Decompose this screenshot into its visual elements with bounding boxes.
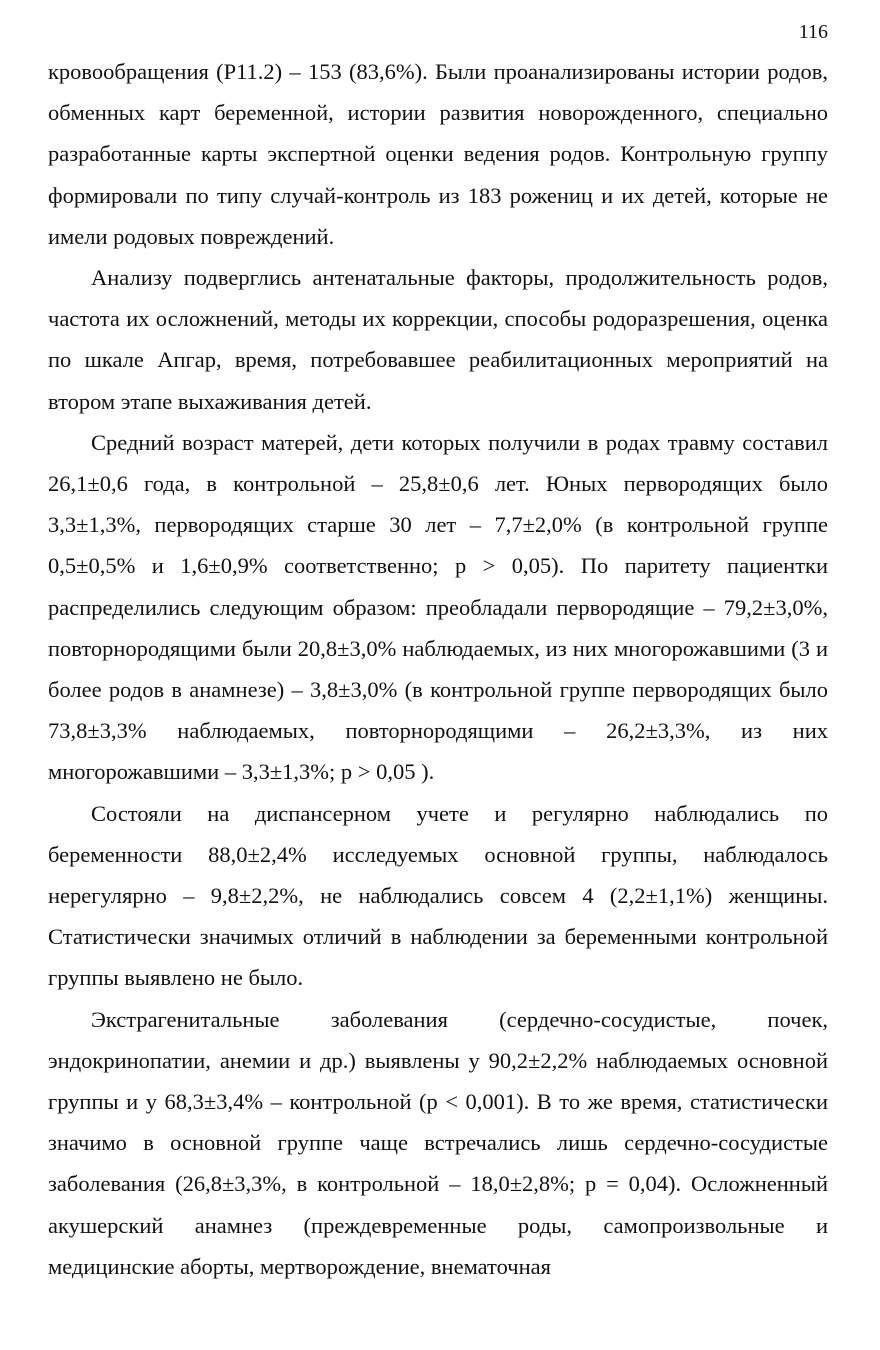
paragraph-2: Анализу подверглись антенатальные факторы, продолжительность родов, частота их осложнений, методы их коррекции, способы родоразрешения, оценка по шкале Апгар, время, потребовавшее реабилитационных мероприятий на втором этапе выхаживания детей.: [48, 265, 828, 414]
paragraph-5: Экстрагенитальные заболевания (сердечно-сосудистые, почек, эндокринопатии, анемии и др.) выявлены у 90,2±2,2% наблюдаемых основной группы и у 68,3±3,4% – контрольной (р < 0,001). В то же время, статистически значимо в основной группе чаще встречались лишь сердечно-сосудистые заболевания (26,8±3,3%, в контрольной – 18,0±2,8%; р = 0,04). Осложненный акушерский анамнез (преждевременные роды, самопроизвольные и медицинские аборты, мертворождение, внематочная: [48, 1006, 828, 1279]
paragraph-3: Средний возраст матерей, дети которых получили в родах травму составил 26,1±0,6 года, в контрольной – 25,8±0,6 лет. Юных первородящих было 3,3±1,3%, первородящих старше 30 лет – 7,7±2,0% (в контрольной группе 0,5±0,5% и 1,6±0,9% соответственно; р > 0,05). По паритету пациентки распределились следующим образом: преобладали первородящие – 79,2±3,0%, повторнородящими были 20,8±3,0% наблюдаемых, из них многорожавшими (3 и более родов в анамнезе) – 3,8±3,0% (в контрольной группе первородящих было 73,8±3,3% наблюдаемых, повторнородящими – 26,2±3,3%, из них многорожавшими – 3,3±1,3%; р > 0,05 ).: [48, 429, 828, 785]
paragraph-1: кровообращения (Р11.2) – 153 (83,6%). Были проанализированы истории родов, обменных карт беременной, истории развития новорожденного, специально разработанные карты экспертной оценки ведения родов. Контрольную группу формировали по типу случай-контроль из 183 рожениц и их детей, которые не имели родовых повреждений.: [48, 59, 828, 249]
page-number: 116: [798, 21, 828, 43]
paragraph-4: Состояли на диспансерном учете и регулярно наблюдались по беременности 88,0±2,4% исследуемых основной группы, наблюдалось нерегулярно – 9,8±2,2%, не наблюдались совсем 4 (2,2±1,1%) женщины. Статистически значимых отличий в наблюдении за беременными контрольной группы выявлено не было.: [48, 800, 828, 991]
body-text: [48, 51, 828, 1287]
